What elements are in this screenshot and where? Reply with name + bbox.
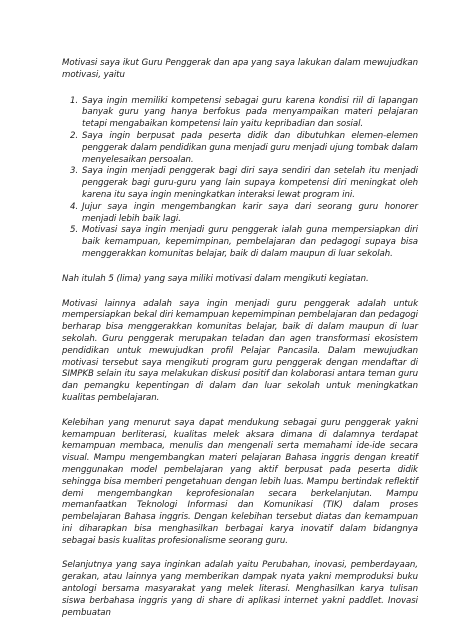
body-paragraph-goals: Selanjutnya yang saya inginkan adalah yaitu Perubahan, inovasi, pemberdayaan, gerakan, atau lainnya yang memberikan dampak nyata yakni memproduksi buku antologi bersama masyarakat yang melek literasi. Menghasilkan karya tulisan siswa berbahasa inggris yang di share di aplikasi internet yakni paddlet. Inovasi pembuatan (62, 560, 418, 618)
list-item-number: 5. (70, 225, 79, 236)
list-item (62, 96, 418, 131)
list-item-text: Saya ingin menjadi penggerak bagi diri saya sendiri dan setelah itu menjadi penggerak bagi guru-guru yang lain supaya kompetensi diri meningkat oleh karena itu saya ingin meningkatkan interaksi lewat program ini. (82, 166, 418, 200)
list-item-number: 3. (70, 166, 79, 177)
motivation-list (62, 96, 418, 261)
list-item (62, 225, 418, 260)
list-item-number: 4. (70, 201, 79, 212)
summary-paragraph: Nah itulah 5 (lima) yang saya miliki motivasi dalam mengikuti kegiatan. (62, 273, 369, 284)
list-item-number: 2. (70, 130, 79, 141)
list-item-text: Saya ingin berpusat pada peserta didik dan dibutuhkan elemen-elemen penggerak dalam pendidikan guna menjadi guru menjadi ujung tombak dalam menyelesaikan persoalan. (82, 130, 418, 165)
list-item (62, 202, 418, 226)
list-item-text: Saya ingin memiliki kompetensi sebagai guru karena kondisi riil di lapangan banyak guru yang hanya berfokus pada menyampaikan materi pelajaran tetapi mengabaikan kompetensi lain yaitu kepribadian dan sosial. (82, 95, 418, 130)
list-item-text: Motivasi saya ingin menjadi guru penggerak ialah guna mempersiapkan diri baik kemampuan, kepemimpinan, pembelajaran dan pedagogi supaya bisa menggerakkan komunitas belajar, baik di dalam maupun di luar sekolah. (82, 225, 418, 259)
intro-paragraph: Motivasi saya ikut Guru Penggerak dan apa yang saya lakukan dalam mewujudkan motivasi, yaitu (62, 58, 418, 80)
list-item-text: Jujur saya ingin mengembangkan karir saya dari seorang guru honorer menjadi lebih baik lagi. (82, 201, 418, 224)
list-item (62, 131, 418, 166)
list-item (62, 166, 418, 201)
body-paragraph-motivation: Motivasi lainnya adalah saya ingin menjadi guru penggerak adalah untuk mempersiapkan bekal diri kemampuan kepemimpinan pembelajaran dan pedagogi berharap bisa menggerakkan komunitas belajar, baik di dalam maupun di luar sekolah. Guru penggerak merupakan teladan dan agen transformasi ekosistem pendidikan untuk mewujudkan profil Pelajar Pancasila. Dalam mewujudkan motivasi tersebut saya mengikuti program guru penggerak dengan mendaftar di SIMPKB selain itu saya melakukan diskusi positif dan kolaborasi antara teman guru dan pemangku kepentingan di dalam dan luar sekolah untuk meningkatkan kualitas pembelajaran. (62, 298, 418, 403)
list-item-number: 1. (70, 95, 79, 106)
body-paragraph-strengths: Kelebihan yang menurut saya dapat mendukung sebagai guru penggerak yakni kemampuan berliterasi, kualitas melek aksara dimana di dalamnya terdapat kemampuan membaca, menulis dan mengenali serta memahami ide-ide secara visual. Mampu mengembangkan materi pelajaran Bahasa inggris dengan kreatif menggunakan model pembelajaran yang aktif berpusat pada peserta didik sehingga bisa memberi pengetahuan dengan lebih luas. Mampu bertindak reflektif demi mengembangkan keprofesionalan secara berkelanjutan. Mampu memanfaatkan Teknologi Informasi dan Komunikasi (TIK) dalam proses pembelajaran Bahasa inggris. Dengan kelebihan tersebut diatas dan kemampuan ini diharapkan bisa menghasilkan berbagai karya inovatif dalam bidangnya sebagai basis kualitas profesionalisme seorang guru. (62, 417, 418, 546)
document-body (62, 58, 418, 632)
